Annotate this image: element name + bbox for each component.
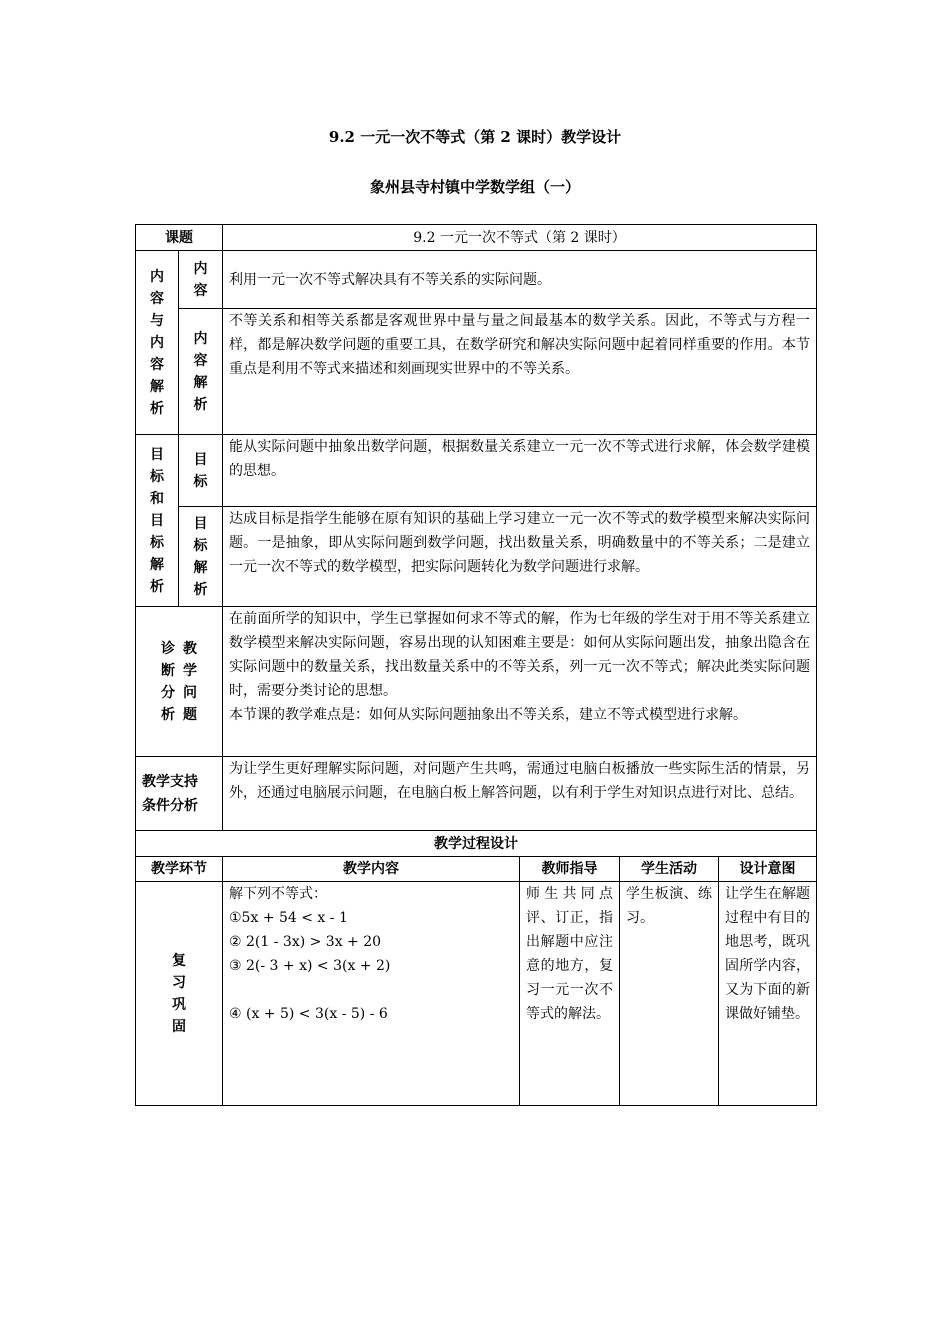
- col-header-teacher: 教师指导: [520, 857, 620, 882]
- topic-label: 课题: [136, 225, 223, 251]
- goal-text: 能从实际问题中抽象出数学问题，根据数量关系建立一元一次不等式进行求解，体会数学建模的思想。: [223, 435, 817, 507]
- diagnosis-label: 诊 断 分 析 教 学 问 题: [136, 607, 223, 757]
- support-label: 教学支持 条件分析: [136, 757, 223, 831]
- content-analysis-label: 内 容 解 析: [179, 309, 223, 435]
- process-header: 教学过程设计: [136, 831, 817, 857]
- content-text: 利用一元一次不等式解决具有不等关系的实际问题。: [223, 251, 817, 309]
- diagnosis-text: 在前面所学的知识中，学生已掌握如何求不等式的解，作为七年级的学生对于用不等关系建立数学模型来解决实际问题，容易出现的认知困难主要是：如何从实际问题出发，抽象出隐含在实际问题中的数量关系，找出数量关系中的不等关系，列一元一次不等式；解决此类实际问题时，需要分类讨论的思想。 本节课的教学难点是：如何从实际问题抽象出不等关系，建立不等式模型进行求解。: [223, 607, 817, 757]
- content-analysis-text: 不等关系和相等关系都是客观世界中量与量之间最基本的数学关系。因此，不等式与方程一样，都是解决数学问题的重要工具，在数学研究和解决实际问题中起着同样重要的作用。本节重点是利用不等式来描述和刻画现实世界中的不等关系。: [223, 309, 817, 435]
- content-label: 内 容: [179, 251, 223, 309]
- goal-analysis-label: 目 标 解 析: [179, 507, 223, 607]
- col-header-intent: 设计意图: [719, 857, 817, 882]
- section-content-label: 内 容 与 内 容 解 析: [136, 251, 179, 435]
- review-design-intent: 让学生在解题过程中有目的地思考，既巩固所学内容，又为下面的新课做好铺垫。: [719, 882, 817, 1106]
- section-goal-label: 目 标 和 目 标 解 析: [136, 435, 179, 607]
- review-student-activity: 学生板演、练习。: [620, 882, 719, 1106]
- equation-3: ③ 2(- 3 + x) < 3(x + 2): [229, 958, 391, 974]
- col-header-stage: 教学环节: [136, 857, 223, 882]
- equation-2: ② 2(1 - 3x) > 3x + 20: [229, 934, 382, 950]
- goal-analysis-text: 达成目标是指学生能够在原有知识的基础上学习建立一元一次不等式的数学模型来解决实际问题。一是抽象，即从实际问题到数学问题，找出数量关系，明确数量中的不等关系；二是建立一元一次不等式的数学模型，把实际问题转化为数学问题进行求解。: [223, 507, 817, 607]
- lesson-plan-table: [135, 224, 817, 1106]
- equation-1: ①5x + 54 < x - 1: [229, 910, 348, 926]
- goal-label: 目 标: [179, 435, 223, 507]
- stage-review: 复 习 巩 固: [136, 882, 223, 1106]
- col-header-student: 学生活动: [620, 857, 719, 882]
- review-content: 解下列不等式： ①5x + 54 < x - 1 ② 2(1 - 3x) > 3x + 20 ③ 2(- 3 + x) < 3(x + 2) ④ (x + 5) < 3(x - 5) - 6: [223, 882, 520, 1106]
- review-teacher-guidance: 师生共同点评、订正，指出解题中应注意的地方，复习一元一次不等式的解法。: [520, 882, 620, 1106]
- document-title: 9.2 一元一次不等式（第 2 课时）教学设计: [328, 128, 622, 146]
- topic-value: 9.2 一元一次不等式（第 2 课时）: [223, 225, 817, 251]
- col-header-content: 教学内容: [223, 857, 520, 882]
- support-text: 为让学生更好理解实际问题，对问题产生共鸣，需通过电脑白板播放一些实际生活的情景，另外，还通过电脑展示问题，在电脑白板上解答问题，以有利于学生对知识点进行对比、总结。: [223, 757, 817, 831]
- equation-4: ④ (x + 5) < 3(x - 5) - 6: [229, 1006, 388, 1022]
- document-subtitle: 象州县寺村镇中学数学组（一）: [369, 178, 580, 196]
